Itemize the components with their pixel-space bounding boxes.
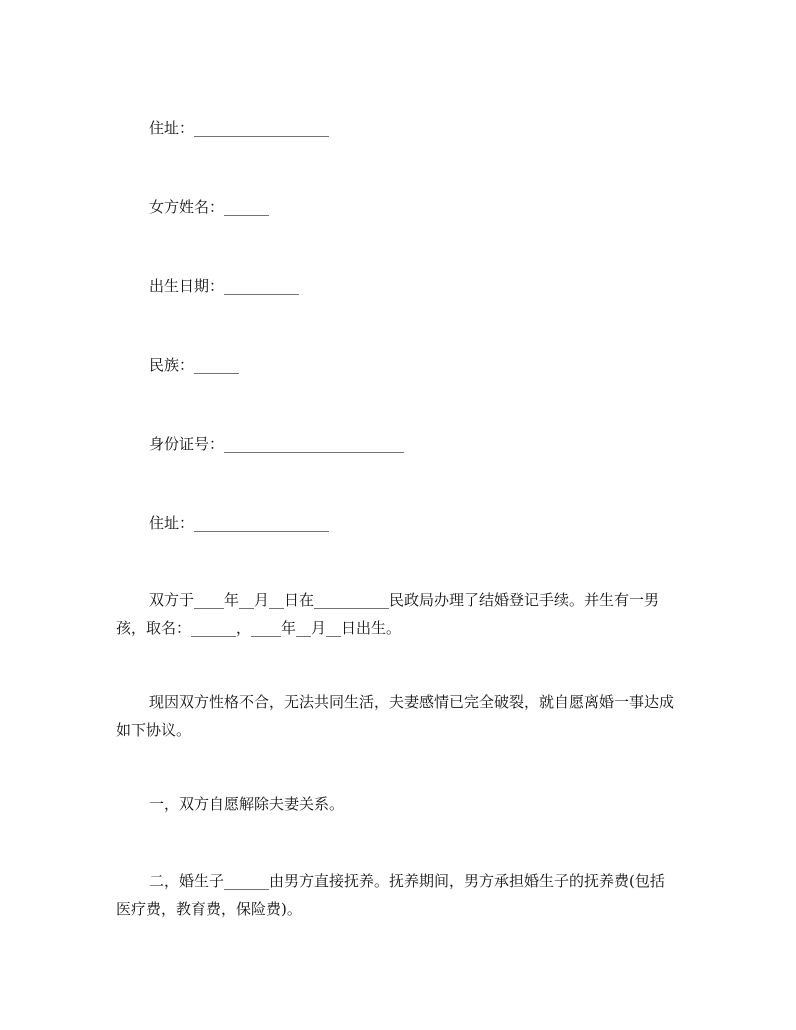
female-ethnicity-field: 民族：______: [149, 356, 240, 374]
female-name-field: 女方姓名：______: [149, 198, 270, 216]
clause-two-paragraph: 二，婚生子______由男方直接抚养。抚养期间，男方承担婚生子的抚养费(包括医疗费，教育费，保险费)。: [116, 872, 665, 918]
divorce-reason-paragraph: 现因双方性格不合，无法共同生活，夫妻感情已完全破裂，就自愿离婚一事达成如下协议。: [116, 693, 675, 739]
marriage-info-paragraph: 双方于____年__月__日在__________民政局办理了结婚登记手续。并生有一男孩，取名：______，____年__月__日出生。: [116, 591, 660, 637]
female-birth-date-field: 出生日期：__________: [149, 277, 300, 295]
male-address-field: 住址：__________________: [149, 119, 330, 137]
clause-one-paragraph: 一，双方自愿解除夫妻关系。: [149, 795, 345, 813]
female-id-number-field: 身份证号：________________________: [149, 435, 405, 453]
female-address-field: 住址：__________________: [149, 514, 330, 532]
